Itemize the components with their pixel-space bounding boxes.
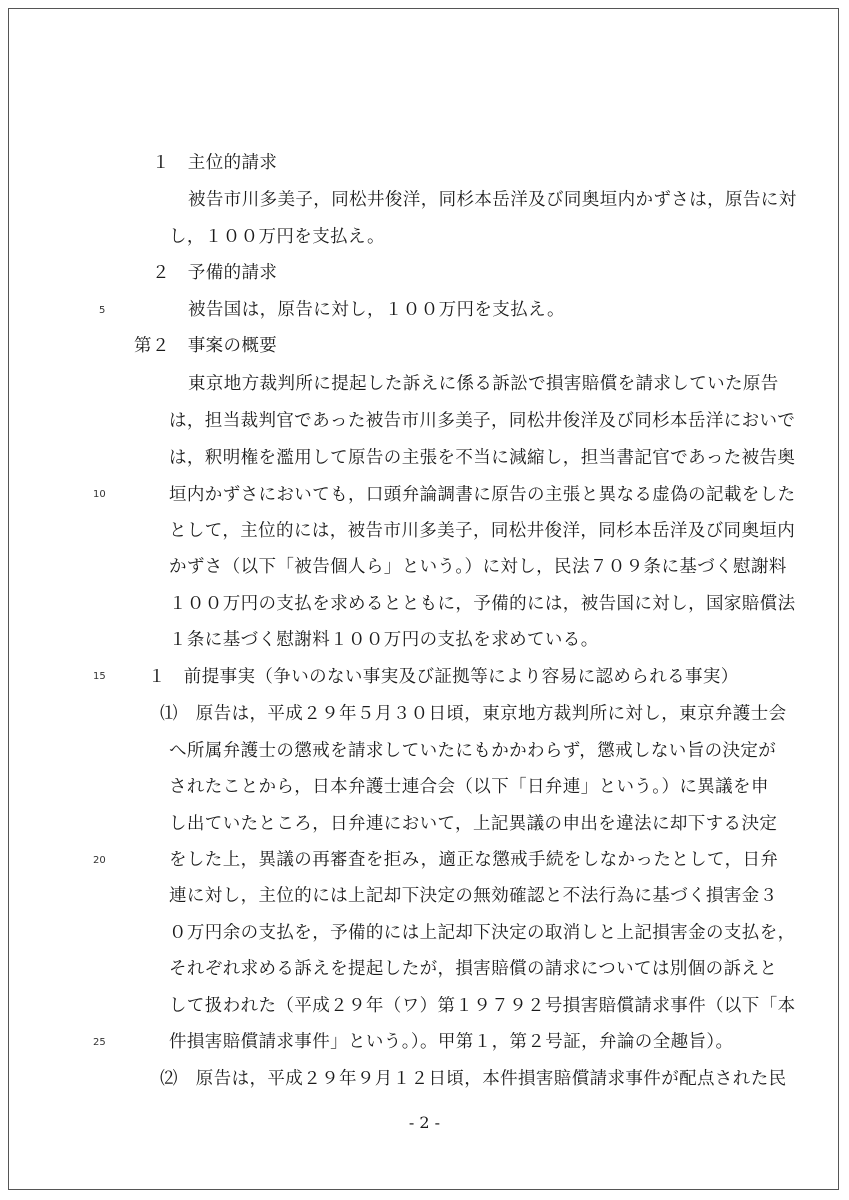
line-number: 5 bbox=[99, 305, 106, 316]
line-number: 10 bbox=[93, 489, 106, 500]
text-line: ⑴ 原告は，平成２９年５月３０日頃，東京地方裁判所に対し，東京弁護士会 bbox=[160, 704, 787, 724]
text-line: 被告国は，原告に対し，１００万円を支払え。 bbox=[188, 300, 565, 320]
text-line: し，１００万円を支払え。 bbox=[169, 227, 385, 247]
text-line: として，主位的には，被告市川多美子，同松井俊洋，同杉本岳洋及び同奥垣内 bbox=[169, 521, 796, 541]
text-line: 東京地方裁判所に提起した訴えに係る訴訟で損害賠償を請求していた原告 bbox=[188, 374, 779, 394]
text-line: かずさ（以下「被告個人ら」という。）に対し，民法７０９条に基づく慰謝料 bbox=[169, 557, 787, 577]
line-number: 15 bbox=[93, 671, 106, 682]
text-line: 垣内かずさにおいても，口頭弁論調書に原告の主張と異なる虚偽の記載をした bbox=[169, 485, 796, 505]
text-line: 被告市川多美子，同松井俊洋，同杉本岳洋及び同奥垣内かずさは，原告に対 bbox=[188, 190, 797, 210]
text-line: １条に基づく慰謝料１００万円の支払を求めている。 bbox=[169, 630, 599, 650]
text-line: ２ 予備的請求 bbox=[152, 263, 278, 283]
text-line: をした上，異議の再審査を拒み，適正な懲戒手続をしなかったとして，日弁 bbox=[169, 850, 779, 870]
text-line: し出ていたところ，日弁連において，上記異議の申出を違法に却下する決定 bbox=[169, 814, 778, 834]
text-line: 連に対し，主位的には上記却下決定の無効確認と不法行為に基づく損害金３ bbox=[169, 886, 778, 906]
text-line: ⑵ 原告は，平成２９年９月１２日頃，本件損害賠償請求事件が配点された民 bbox=[160, 1069, 787, 1089]
text-line: して扱われた（平成２９年（ワ）第１９７９２号損害賠償請求事件（以下「本 bbox=[169, 996, 796, 1016]
text-line: は，担当裁判官であった被告市川多美子，同松井俊洋及び同杉本岳洋においで bbox=[169, 411, 796, 431]
text-line: 件損害賠償請求事件」という。）。甲第１，第２号証，弁論の全趣旨）。 bbox=[169, 1032, 734, 1052]
section-heading: 第２ 事案の概要 bbox=[134, 336, 278, 356]
text-line: それぞれ求める訴えを提起したが，損害賠償の請求については別個の訴えと bbox=[169, 959, 778, 979]
line-number: 25 bbox=[93, 1037, 106, 1048]
section-heading: １ 前提事実（争いのない事実及び証拠等により容易に認められる事実） bbox=[148, 667, 739, 687]
text-line: へ所属弁護士の懲戒を請求していたにもかかわらず，懲戒しない旨の決定が bbox=[169, 741, 777, 761]
text-line: は，釈明権を濫用して原告の主張を不当に減縮し，担当書記官であった被告奥 bbox=[169, 448, 796, 468]
text-line: １ 主位的請求 bbox=[152, 153, 278, 173]
text-line: されたことから，日本弁護士連合会（以下「日弁連」という。）に異議を申 bbox=[169, 777, 769, 797]
text-line: １００万円の支払を求めるとともに，予備的には，被告国に対し，国家賠償法 bbox=[169, 594, 796, 614]
line-number: 20 bbox=[93, 855, 106, 866]
page-number: - 2 - bbox=[408, 1113, 441, 1132]
text-line: ０万円余の支払を，予備的には上記却下決定の取消しと上記損害金の支払を， bbox=[169, 923, 796, 943]
